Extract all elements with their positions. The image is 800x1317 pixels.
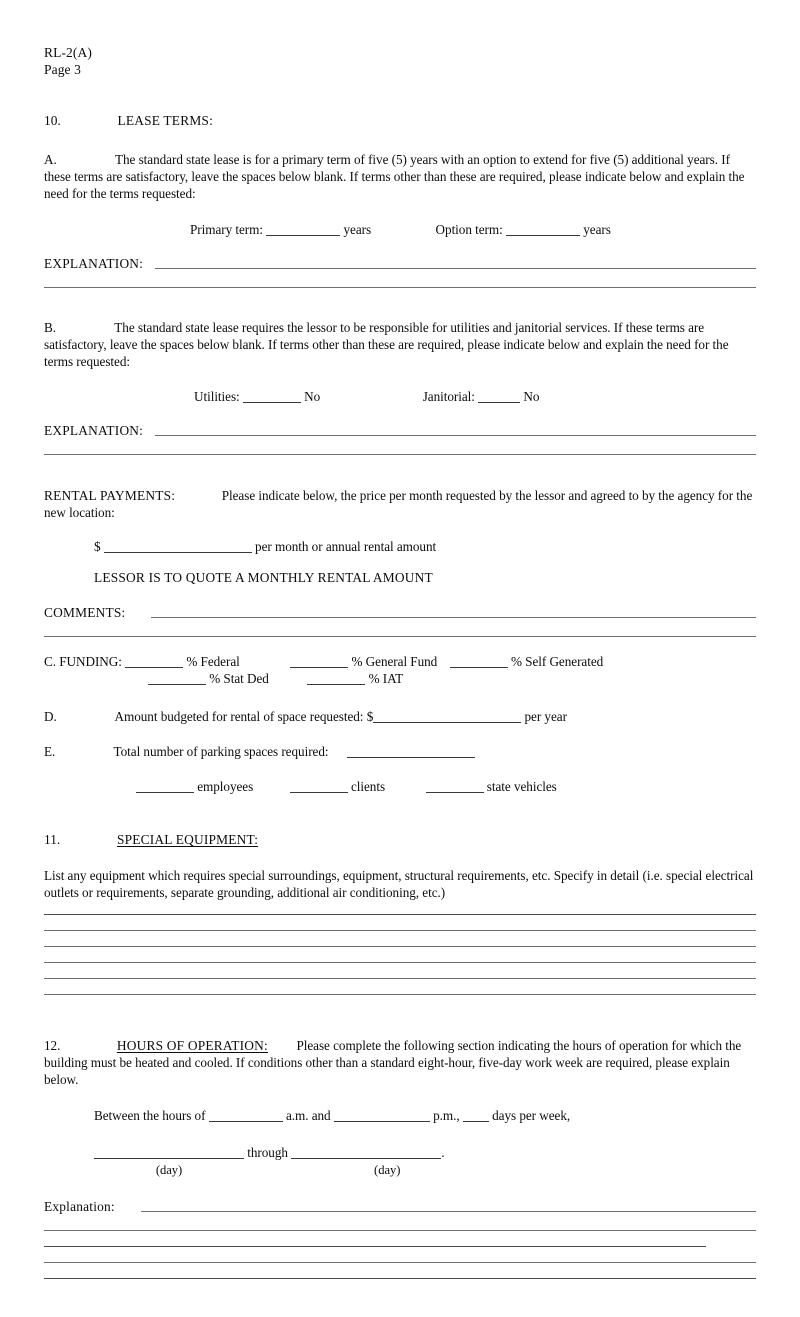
item-c-funding-row-2 [44,670,756,687]
parking-breakdown-row [44,778,756,795]
page-label: Page 3 [44,62,81,77]
clients-count-input[interactable] [290,792,348,793]
funding-iat-label: % IAT [368,671,404,687]
item-d-letter: D. [44,708,57,724]
primary-term-input[interactable] [266,235,340,236]
item-d-currency: $ [366,708,374,724]
day-from-input[interactable] [94,1158,244,1159]
janitorial-option: No [523,389,540,405]
hours-end-input[interactable] [334,1121,430,1122]
item-a-text: The standard state lease is for a primary term of five (5) years with an option to extend for five (5) additional years. If these terms are satisfactory, leave the spaces below blank. If terms other than these are required, please indicate below and explain the need for the terms requested: [44,152,745,202]
rental-payments-heading: RENTAL PAYMENTS: [44,487,176,503]
hours-am-label: a.m. and [285,1108,331,1124]
explanation-a-label: EXPLANATION: [44,255,144,271]
section-12-text: Please complete the following section indicating the hours of operation for which the building must be heated and cooled. If conditions other than a standard eight-hour, five-day work week are required, please explain below. [44,1037,742,1088]
form-id: RL-2(A) [44,45,92,60]
funding-iat-input[interactable] [307,684,365,685]
item-d-row [44,708,756,725]
funding-self-generated-label: % Self Generated [510,654,604,670]
funding-stat-ded-input[interactable] [148,684,206,685]
services-entry-row [44,388,756,405]
primary-term-label: Primary term: [190,221,263,237]
rental-amount-row [44,538,756,555]
item-c-label: C. FUNDING: [44,654,122,670]
section-12-title: HOURS OF OPERATION: [116,1037,268,1053]
item-b-paragraph [44,319,756,371]
section-12-explanation-input[interactable] [141,1211,756,1212]
rental-amount-suffix: per month or annual rental amount [255,539,437,555]
days-per-week-input[interactable] [463,1121,489,1122]
monthly-quote-notice: LESSOR IS TO QUOTE A MONTHLY RENTAL AMOUNT [94,570,433,586]
employees-count-label: employees [197,779,254,795]
section-10-heading [44,112,756,130]
section-10-number: 10. [44,113,61,128]
item-a-letter: A. [44,152,57,167]
day-from-caption: (day) [155,1162,183,1177]
day-to-caption: (day) [374,1162,401,1177]
explanation-a-row [44,256,756,272]
option-term-label: Option term: [435,221,503,237]
item-e-letter: E. [44,743,56,759]
section-12-explanation-lines [44,1230,756,1279]
section-11-title: SPECIAL EQUIPMENT: [116,832,259,848]
hours-pm-label: p.m., [433,1108,460,1124]
comments-label: COMMENTS: [44,605,126,621]
funding-federal-label: % Federal [186,654,240,670]
section-12-number: 12. [44,1037,61,1053]
state-vehicles-count-label: state vehicles [486,779,557,795]
option-term-input[interactable] [506,235,580,236]
through-label: through [247,1145,288,1161]
state-vehicles-count-input[interactable] [426,792,484,793]
days-per-week-label: days per week, [492,1108,571,1124]
clients-count-label: clients [350,779,386,795]
utilities-label: Utilities: [194,389,240,405]
item-d-amount-input[interactable] [373,722,521,723]
utilities-option: No [304,389,321,405]
section-12-heading [44,1037,756,1089]
item-a-paragraph [44,151,756,203]
funding-self-generated-input[interactable] [450,667,508,668]
day-range-period: . [441,1145,445,1161]
item-e-row [44,743,756,760]
item-b-text: The standard state lease requires the lessor to be responsible for utilities and janitorial services. If these terms are satisfactory, leave the spaces below blank. If terms other than these are required, please indicate below and explain the need for the terms requested: [44,319,729,370]
rental-payments-text: Please indicate below, the price per month requested by the lessor and agreed to by the agency for the new location: [44,487,753,520]
section-11-instructions: List any equipment which requires special surroundings, equipment, structural requirements, etc. Specify in detail (i.e. special electrical outlets or requirements, separate grounding, additional air conditioning, etc.) [44,868,754,901]
item-d-text: Amount budgeted for rental of space requested: [114,708,364,724]
page-content [44,0,756,1279]
day-range-row [44,1144,756,1161]
utilities-input[interactable] [243,402,301,403]
hours-prefix: Between the hours of [94,1108,206,1124]
funding-stat-ded-label: % Stat Ded [209,671,269,687]
comments-input[interactable] [151,617,756,618]
explanation-b-row [44,423,756,439]
employees-count-input[interactable] [136,792,194,793]
explanation-b-input[interactable] [155,435,756,436]
comments-row [44,605,756,621]
explanation-line[interactable] [44,1278,756,1279]
funding-general-fund-input[interactable] [290,667,348,668]
day-captions-row [44,1162,756,1179]
janitorial-label: Janitorial: [422,389,475,405]
section-10-title: LEASE TERMS: [117,113,213,128]
section-11-heading [44,831,756,849]
item-d-suffix: per year [524,708,567,724]
funding-federal-input[interactable] [125,667,183,668]
hours-start-input[interactable] [209,1121,283,1122]
section-11-number: 11. [44,832,61,848]
explanation-a-input[interactable] [155,268,756,269]
rental-amount-input[interactable] [104,552,252,553]
hours-row [44,1107,756,1124]
item-c-funding-row-1 [44,653,756,670]
day-to-input[interactable] [291,1158,441,1159]
item-e-text: Total number of parking spaces required: [113,743,329,759]
section-11-answer-lines [44,914,756,995]
explanation-b-label: EXPLANATION: [44,422,144,438]
primary-term-unit: years [343,221,372,237]
section-12-explanation-row [44,1199,756,1215]
item-b-letter: B. [44,319,56,335]
term-entry-row [44,221,756,238]
option-term-unit: years [583,221,611,237]
currency-symbol: $ [94,539,101,555]
janitorial-input[interactable] [478,402,520,403]
section-12-explanation-label: Explanation: [44,1198,115,1214]
rental-payments-block [44,487,756,521]
item-e-total-input[interactable] [347,757,475,758]
funding-general-fund-label: % General Fund [351,654,438,670]
